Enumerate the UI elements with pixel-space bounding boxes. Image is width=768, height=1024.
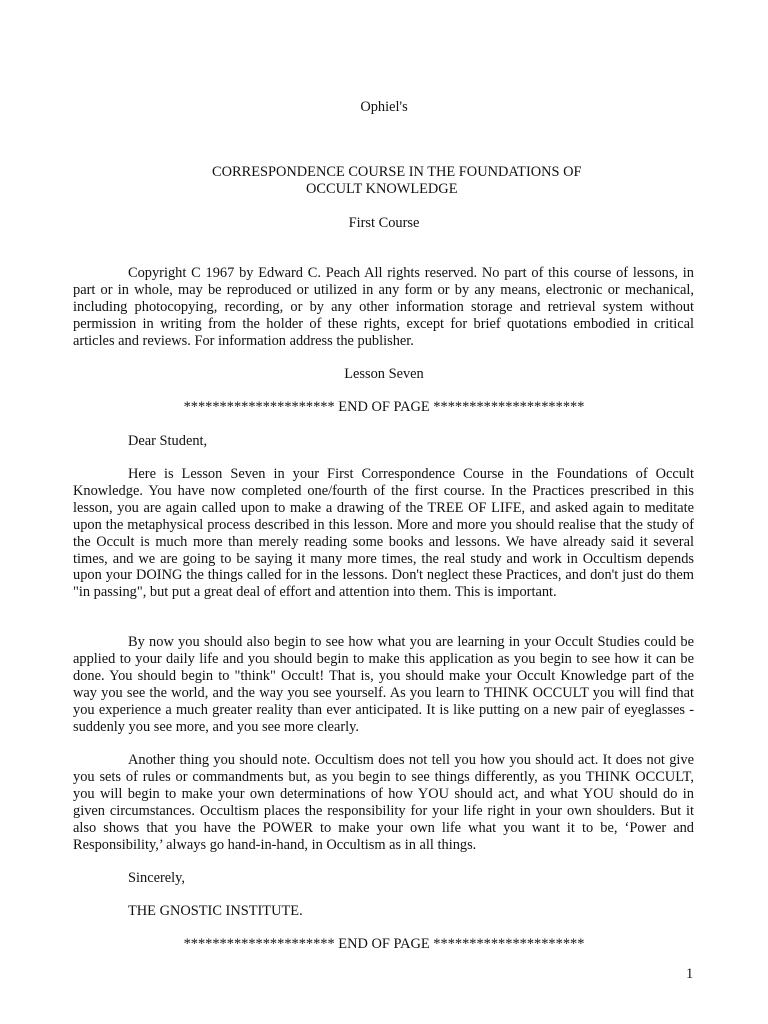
title-line-2: OCCULT KNOWLEDGE	[306, 181, 458, 197]
lesson-heading: Lesson Seven	[344, 366, 424, 382]
course-label: First Course	[348, 215, 420, 231]
title-line-1: CORRESPONDENCE COURSE IN THE FOUNDATIONS OF	[212, 164, 582, 180]
letter-paragraph-2: By now you should also begin to see how what you are learning in your Occult Studies could be applied to your daily life and you should begin to make this application as you begin to see how it can be done. You should begin to "think" Occult! That is, you should make your Occult Knowledge part of the way you see the world, and the way you see yourself. As you learn to THINK OCCULT you will find that you experience a much greater reality than ever anticipated. It is like putting on a new pair of eyeglasses - suddenly you see more, and you see more clearly.	[73, 634, 694, 735]
letter-paragraph-3: Another thing you should note. Occultism does not tell you how you should act. It does not give you sets of rules or commandments but, as you begin to see things differently, as you THINK OCCULT, you will begin to make your own determinations of how YOU should act, and what YOU should do in given circumstances. Occultism places the responsibility for your life right in your own shoulders. But it also shows that you have the POWER to make your own life what you want it to be, ‘Power and Responsibility,’ always go hand-in-hand, in Occultism as in all things.	[73, 752, 694, 853]
signature: THE GNOSTIC INSTITUTE.	[128, 903, 303, 919]
copyright-paragraph: Copyright C 1967 by Edward C. Peach All rights reserved. No part of this course of lessons, in part or in whole, may be reproduced or utilized in any form or by any means, electronic or mechanical, including photocopying, recording, or by any other information storage and retrieval system without permission in writing from the holder of these rights, except for brief quotations embodied in critical articles and reviews. For information address the publisher.	[73, 265, 694, 349]
page-number: 1	[686, 966, 694, 982]
closing: Sincerely,	[128, 870, 186, 886]
end-of-page-marker-bottom: ********************* END OF PAGE *********************	[183, 936, 585, 952]
letter-paragraph-1: Here is Lesson Seven in your First Correspondence Course in the Foundations of Occult Knowledge. You have now completed one/fourth of the first course. In the Practices prescribed in this lesson, you are again called upon to make a drawing of the TREE OF LIFE, and asked again to meditate upon the metaphysical process described in this lesson. More and more you should realise that the study of the Occult is much more than merely reading some books and lessons. We have already said it several times, and we are going to be saying it many more times, the real study and work in Occultism depends upon your DOING the things called for in the lessons. Don't neglect these Practices, and don't just do them "in passing", but put a great deal of effort and attention into them. This is important.	[73, 466, 694, 601]
salutation: Dear Student,	[128, 433, 208, 449]
end-of-page-marker-top: ********************* END OF PAGE *********************	[183, 399, 585, 415]
author-heading: Ophiel's	[360, 99, 408, 115]
